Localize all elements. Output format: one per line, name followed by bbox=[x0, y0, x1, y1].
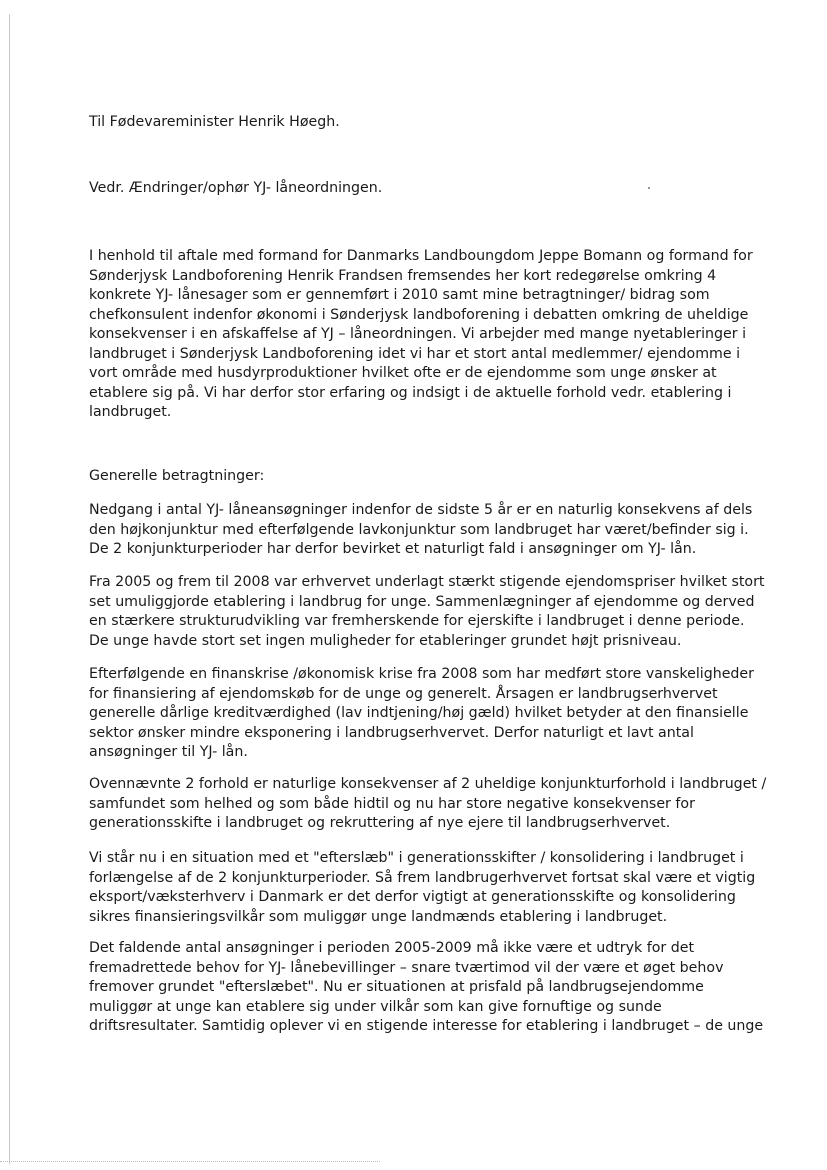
paragraph-5 bbox=[89, 849, 769, 927]
text-line: konsekvenser i en afskaffelse af YJ – låneordningen. Vi arbejder med mange nyetableringer i bbox=[89, 326, 747, 342]
text-line: Sønderjysk Landboforening Henrik Frandsen fremsendes her kort redegørelse omkring 4 bbox=[89, 267, 717, 284]
text-line: ansøgninger til YJ- lån. bbox=[89, 744, 248, 760]
text-line: eksport/væksterhverv i Danmark er det derfor vigtigt at generationsskifte og konsolidering bbox=[89, 889, 736, 905]
text-line: landbruget i Sønderjysk Landboforening idet vi har et stort antal medlemmer/ ejendomme i bbox=[89, 345, 741, 362]
text-line: landbruget. bbox=[89, 404, 172, 420]
text-line: samfundet som helhed og som både hidtil og nu har store negative konsekvenser for bbox=[89, 795, 695, 812]
text-line: Efterfølgende en finanskrise /økonomisk krise fra 2008 som har medført store vanskeligheder bbox=[89, 666, 754, 682]
text-line: fremadrettede behov for YJ- lånebevillinger – snare tværtimod vil der være et øget behov bbox=[89, 959, 724, 976]
text-line: fremover grundet "efterslæbet". Nu er situationen at prisfald på landbrugsejendomme bbox=[89, 979, 704, 995]
text-line: muliggør at unge kan etablere sig under vilkår som kan give fornuftige og sunde bbox=[89, 998, 662, 1015]
page-bottom-edge bbox=[0, 1161, 380, 1162]
text-line: Nedgang i antal YJ- låneansøgninger indenfor de sidste 5 år er en naturlig konsekvens af dels bbox=[89, 502, 753, 518]
subject-line: Vedr. Ændringer/ophør YJ- låneordningen. bbox=[89, 180, 383, 196]
text-line: Fra 2005 og frem til 2008 var erhvervet underlagt stærkt stigende ejendomspriser hvilket stort bbox=[89, 574, 765, 590]
paragraph-1 bbox=[89, 501, 769, 560]
text-line: De 2 konjunkturperioder har derfor bevirket et naturligt fald i ansøgninger om YJ- lån. bbox=[89, 541, 697, 557]
paragraph-3 bbox=[89, 665, 769, 763]
text-line: sektor ønsker mindre eksponering i landbrugserhvervet. Derfor naturligt et lavt antal bbox=[89, 724, 694, 741]
text-line: set umuliggjorde etablering i landbrug for unge. Sammenlægninger af ejendomme og derved bbox=[89, 593, 755, 610]
text-line: den højkonjunktur med efterfølgende lavkonjunktur som landbruget har været/befinder sig i. bbox=[89, 521, 749, 538]
text-line: for finansiering af ejendomskøb for de unge og generelt. Årsagen er landbrugserhvervet bbox=[89, 685, 718, 702]
paragraph-4 bbox=[89, 775, 769, 834]
text-line: I henhold til aftale med formand for Danmarks Landboungdom Jeppe Bomann og formand for bbox=[89, 248, 753, 264]
text-line: Vi står nu i en situation med et "efterslæb" i generationsskifter / konsolidering i landbruget i bbox=[89, 850, 744, 866]
text-line: en stærkere strukturudvikling var fremherskende for ejerskifte i landbruget i denne periode. bbox=[89, 613, 745, 629]
text-line: chefkonsulent indenfor økonomi i Sønderjysk landboforening i debatten omkring de uheldige bbox=[89, 306, 749, 323]
intro-paragraph bbox=[89, 247, 769, 423]
paragraph-2 bbox=[89, 573, 769, 651]
text-line: forlængelse af de 2 konjunkturperioder. Så frem landbrugerhvervet fortsat skal være et vigtig bbox=[89, 869, 756, 886]
text-line: driftsresultater. Samtidig oplever vi en stigende interesse for etablering i landbruget – de unge bbox=[89, 1018, 764, 1034]
text-line: Det faldende antal ansøgninger i perioden 2005-2009 må ikke være et udtryk for det bbox=[89, 940, 695, 956]
text-line: De unge havde stort set ingen muligheder for etableringer grundet højt prisniveau. bbox=[89, 632, 682, 649]
section-heading: Generelle betragtninger: bbox=[89, 468, 265, 484]
text-line: vort område med husdyrproduktioner hvilket ofte er de ejendomme som unge ønsker at bbox=[89, 365, 717, 381]
text-line: generelle dårlige kreditværdighed (lav indtjening/høj gæld) hvilket betyder at den finansielle bbox=[89, 705, 749, 721]
text-line: etablere sig på. Vi har derfor stor erfaring og indsigt i de aktuelle forhold vedr. etablering i bbox=[89, 384, 732, 401]
text-line: Ovennævnte 2 forhold er naturlige konsekvenser af 2 uheldige konjunkturforhold i landbruget / bbox=[89, 776, 767, 792]
page-left-edge bbox=[9, 14, 10, 1164]
paragraph-6 bbox=[89, 939, 769, 1037]
recipient-line: Til Fødevareminister Henrik Høegh. bbox=[89, 114, 340, 130]
text-line: sikres finansieringsvilkår som muliggør unge landmænds etablering i landbruget. bbox=[89, 908, 668, 925]
text-line: generationsskifte i landbruget og rekruttering af nye ejere til landbrugserhvervet. bbox=[89, 815, 671, 831]
text-line: konkrete YJ- lånesager som er gennemført i 2010 samt mine betragtninger/ bidrag som bbox=[89, 287, 710, 303]
